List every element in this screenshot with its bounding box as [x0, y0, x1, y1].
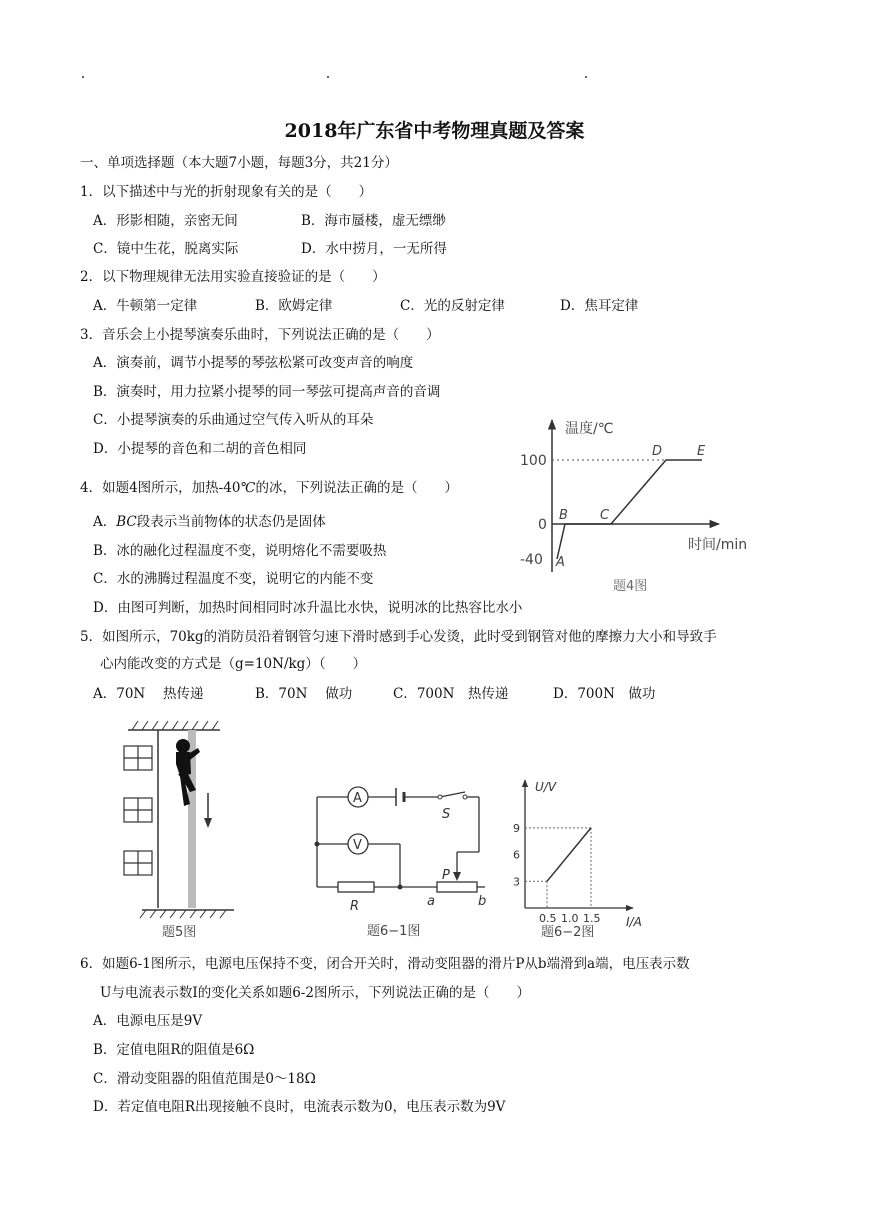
q2-option-c: C．光的反射定律 [400, 298, 505, 314]
fig61-switch-label: S [442, 807, 451, 822]
q3-option-b: B．演奏时，用力拉紧小提琴的同一琴弦可提高声音的音调 [93, 384, 441, 400]
q3-stem: 3．音乐会上小提琴演奏乐曲时，下列说法正确的是（ ） [80, 327, 440, 343]
fig4-curve [557, 460, 702, 559]
fig62-x-label: I/A [626, 915, 642, 929]
q2-stem: 2．以下物理规律无法用实验直接验证的是（ ） [80, 269, 386, 285]
q1-option-d: D．水中捞月，一无所得 [301, 241, 447, 257]
fig61-end-a: a [427, 894, 435, 909]
q4-option-c: C．水的沸腾过程温度不变，说明它的内能不变 [93, 571, 374, 587]
q4-option-a-letter: A． [93, 514, 117, 530]
q5-stem-line1: 5．如图所示，70kg的消防员沿着钢管匀速下滑时感到手心发烫，此时受到钢管对他的摩擦力大小和导致手 [80, 629, 717, 645]
figure-5-firefighter [118, 718, 248, 940]
scan-dot [327, 76, 329, 78]
q4-stem [80, 480, 458, 496]
q6-stem-line2: U与电流表示数I的变化关系如题6-2图所示，下列说法正确的是（ ） [100, 985, 530, 1001]
q3-option-a: A．演奏前，调节小提琴的琴弦松紧可改变声音的响度 [93, 355, 414, 371]
fig61-end-b: b [478, 894, 487, 909]
q3-option-c: C．小提琴演奏的乐曲通过空气传入听从的耳朵 [93, 412, 374, 428]
q6-stem-line1: 6．如题6-1图所示，电源电压保持不变，闭合开关时，滑动变阻器的滑片P从b端滑到a端，电压表示数 [80, 956, 690, 972]
fig4-tick-neg40: -40 [520, 552, 543, 568]
section-heading: 一、单项选择题（本大题7小题，每题3分，共21分） [80, 155, 398, 171]
fig62-series-line [547, 828, 591, 881]
q6-option-d: D．若定值电阻R出现接触不良时，电流表示数为0，电压表示数为9V [93, 1099, 506, 1115]
scan-dot [82, 76, 84, 78]
fig61-voltmeter-label: V [353, 838, 362, 853]
fig4-point-b: B [559, 508, 568, 523]
q5-option-c: C．700N 热传递 [393, 686, 509, 702]
fig4-tick-0: 0 [538, 517, 547, 533]
fig4-x-label: 时间/min [688, 537, 748, 553]
q5-option-a: A．70N 热传递 [93, 686, 204, 702]
q4-option-a-rest: 段表示当前物体的状态仍是固体 [136, 514, 326, 530]
fig62-caption: 题6−2图 [541, 925, 595, 940]
fig5-caption: 题5图 [162, 925, 197, 940]
fig61-caption: 题6−1图 [367, 924, 421, 939]
q1-stem: 1．以下描述中与光的折射现象有关的是（ ） [80, 184, 373, 200]
q1-option-b: B．海市蜃楼，虚无缥缈 [301, 213, 446, 229]
fig62-y-tick: 3 [513, 875, 520, 889]
q5-option-d: D．700N 做功 [553, 686, 656, 702]
q4-option-a-bc: BC [116, 514, 137, 530]
fig62-x-tick: 1.5 [583, 912, 601, 925]
q2-option-a: A．牛顿第一定律 [93, 298, 198, 314]
fig62-x-tick: 1.0 [561, 912, 579, 925]
q3-option-d: D．小提琴的音色和二胡的音色相同 [93, 441, 307, 457]
q2-option-d: D．焦耳定律 [560, 298, 639, 314]
fig61-resistor-label: R [350, 899, 360, 914]
fig61-slider-label: P [442, 868, 450, 883]
q4-option-b: B．冰的融化过程温度不变，说明熔化不需要吸热 [93, 543, 387, 559]
q4-stem-unit: ℃ [240, 480, 256, 496]
fig4-tick-100: 100 [520, 453, 547, 469]
figure-6-1-circuit [305, 780, 505, 940]
q6-option-b: B．定值电阻R的阻值是6Ω [93, 1042, 255, 1058]
q4-option-a [93, 514, 326, 530]
fig61-ammeter-label: A [353, 791, 362, 806]
q4-option-d: D．由图可判断，加热时间相同时冰升温比水快，说明冰的比热容比水小 [93, 600, 523, 616]
q5-stem-line2: 心内能改变的方式是（g=10N/kg）（ ） [100, 656, 367, 672]
q1-option-a: A．形影相随，亲密无间 [93, 213, 238, 229]
fig4-point-a: A [556, 555, 565, 570]
q6-option-a: A．电源电压是9V [93, 1013, 203, 1029]
fig62-x-tick: 0.5 [539, 912, 557, 925]
scan-dot [585, 76, 587, 78]
fig62-y-tick: 6 [513, 848, 520, 862]
figure-4-temperature-graph [505, 412, 775, 597]
fig62-y-tick: 9 [513, 821, 520, 835]
q6-option-c: C．滑动变阻器的阻值范围是0～18Ω [93, 1071, 316, 1087]
fig62-y-label: U/V [535, 780, 557, 794]
q2-option-b: B．欧姆定律 [255, 298, 333, 314]
q4-stem-pre: 4．如题4图所示，加热-40 [80, 480, 241, 496]
q4-stem-post: 的冰，下列说法正确的是（ ） [255, 480, 459, 496]
fig4-point-d: D [652, 444, 663, 459]
fig4-point-c: C [600, 508, 610, 523]
page-title: 2018年广东省中考物理真题及答案 [284, 120, 585, 142]
q5-option-b: B．70N 做功 [255, 686, 353, 702]
figure-6-2-ui-graph [505, 768, 665, 940]
fig4-point-e: E [697, 444, 706, 459]
q1-option-c: C．镜中生花，脱离实际 [93, 241, 239, 257]
fig4-y-label: 温度/℃ [565, 421, 614, 437]
fig4-caption: 题4图 [613, 579, 648, 594]
